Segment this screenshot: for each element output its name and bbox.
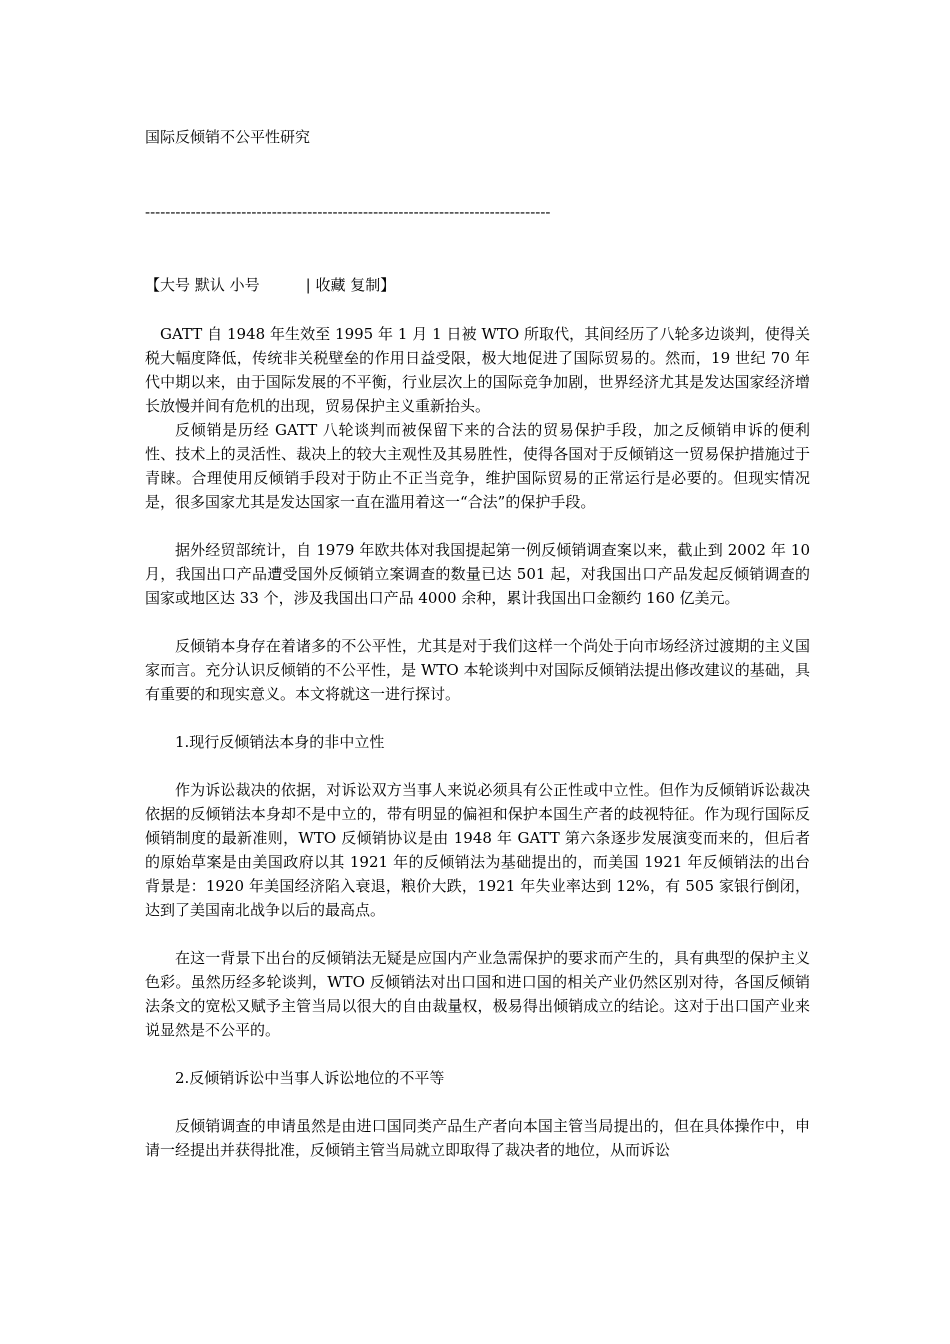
document-title: 国际反倾销不公平性研究 <box>145 128 311 146</box>
font-size-small-link[interactable]: 小号 <box>229 276 260 294</box>
copy-link[interactable]: 复制 <box>350 276 381 294</box>
toolbar-separator: | <box>305 276 311 294</box>
font-size-default-link[interactable]: 默认 <box>194 276 225 294</box>
paragraph: GATT 自 1948 年生效至 1995 年 1 月 1 日被 WTO 所取代，其间经历了八轮多边谈判，使得关税大幅度降低，传统非关税壁垒的作用日益受限，极大地促进了国际贸易的。然而，19 世纪 70 年代中期以来，由于国际发展的不平衡，行业层次上的国际竞争加剧，世界经济尤其是发达国家经济增长放慢并间有危机的出现，贸易保护主义重新抬头。 <box>145 325 810 415</box>
font-size-large-link[interactable]: 大号 <box>160 276 191 294</box>
text-toolbar <box>145 273 395 297</box>
article-body <box>145 322 810 1162</box>
paragraph: 据外经贸部统计，自 1979 年欧共体对我国提起第一例反倾销调查案以来，截止到 2002 年 10 月，我国出口产品遭受国外反倾销立案调查的数量已达 501 起，对我国出口产品发起反倾销调查的国家或地区达 33 个，涉及我国出口产品 4000 余种，累计我国出口金额约 160 亿美元。 <box>145 541 810 607</box>
divider-line: -------------------------------------------------------------------------------- <box>145 203 551 221</box>
toolbar-open-bracket: 【 <box>145 276 161 294</box>
paragraph: 反倾销调查的申请虽然是由进口国同类产品生产者向本国主管当局提出的，但在具体操作中，申请一经提出并获得批准，反倾销主管当局就立即取得了裁决者的地位，从而诉讼 <box>145 1117 810 1159</box>
paragraph: 反倾销本身存在着诸多的不公平性，尤其是对于我们这样一个尚处于向市场经济过渡期的主义国家而言。充分认识反倾销的不公平性，是 WTO 本轮谈判中对国际反倾销法提出修改建议的基础，具有重要的和现实意义。本文将就这一进行探讨。 <box>145 637 810 703</box>
paragraph: 在这一背景下出台的反倾销法无疑是应国内产业急需保护的要求而产生的，具有典型的保护主义色彩。虽然历经多轮谈判，WTO 反倾销法对出口国和进口国的相关产业仍然区别对待，各国反倾销法条文的宽松又赋予主管当局以很大的自由裁量权，极易得出倾销成立的结论。这对于出口国产业来说显然是不公平的。 <box>145 949 810 1039</box>
favorite-link[interactable]: 收藏 <box>315 276 346 294</box>
paragraph: 作为诉讼裁决的依据，对诉讼双方当事人来说必须具有公正性或中立性。但作为反倾销诉讼裁决依据的反倾销法本身却不是中立的，带有明显的偏袒和保护本国生产者的歧视特征。作为现行国际反倾销制度的最新准则，WTO 反倾销协议是由 1948 年 GATT 第六条逐步发展演变而来的，但后者的原始草案是由美国政府以其 1921 年的反倾销法为基础提出的，而美国 1921 年反倾销法的出台背景是：1920 年美国经济陷入衰退，粮价大跌，1921 年失业率达到 12%，有 505 家银行倒闭，达到了美国南北战争以后的最高点。 <box>145 781 810 919</box>
section-heading: 1.现行反倾销法本身的非中立性 <box>175 733 385 751</box>
section-heading: 2.反倾销诉讼中当事人诉讼地位的不平等 <box>175 1069 445 1087</box>
paragraph: 反倾销是历经 GATT 八轮谈判而被保留下来的合法的贸易保护手段，加之反倾销申诉的便利性、技术上的灵活性、裁决上的较大主观性及其易胜性，使得各国对于反倾销这一贸易保护措施过于青睐。合理使用反倾销手段对于防止不正当竞争，维护国际贸易的正常运行是必要的。但现实情况是，很多国家尤其是发达国家一直在滥用着这一“合法”的保护手段。 <box>145 421 810 511</box>
toolbar-close-bracket: 】 <box>380 276 396 294</box>
